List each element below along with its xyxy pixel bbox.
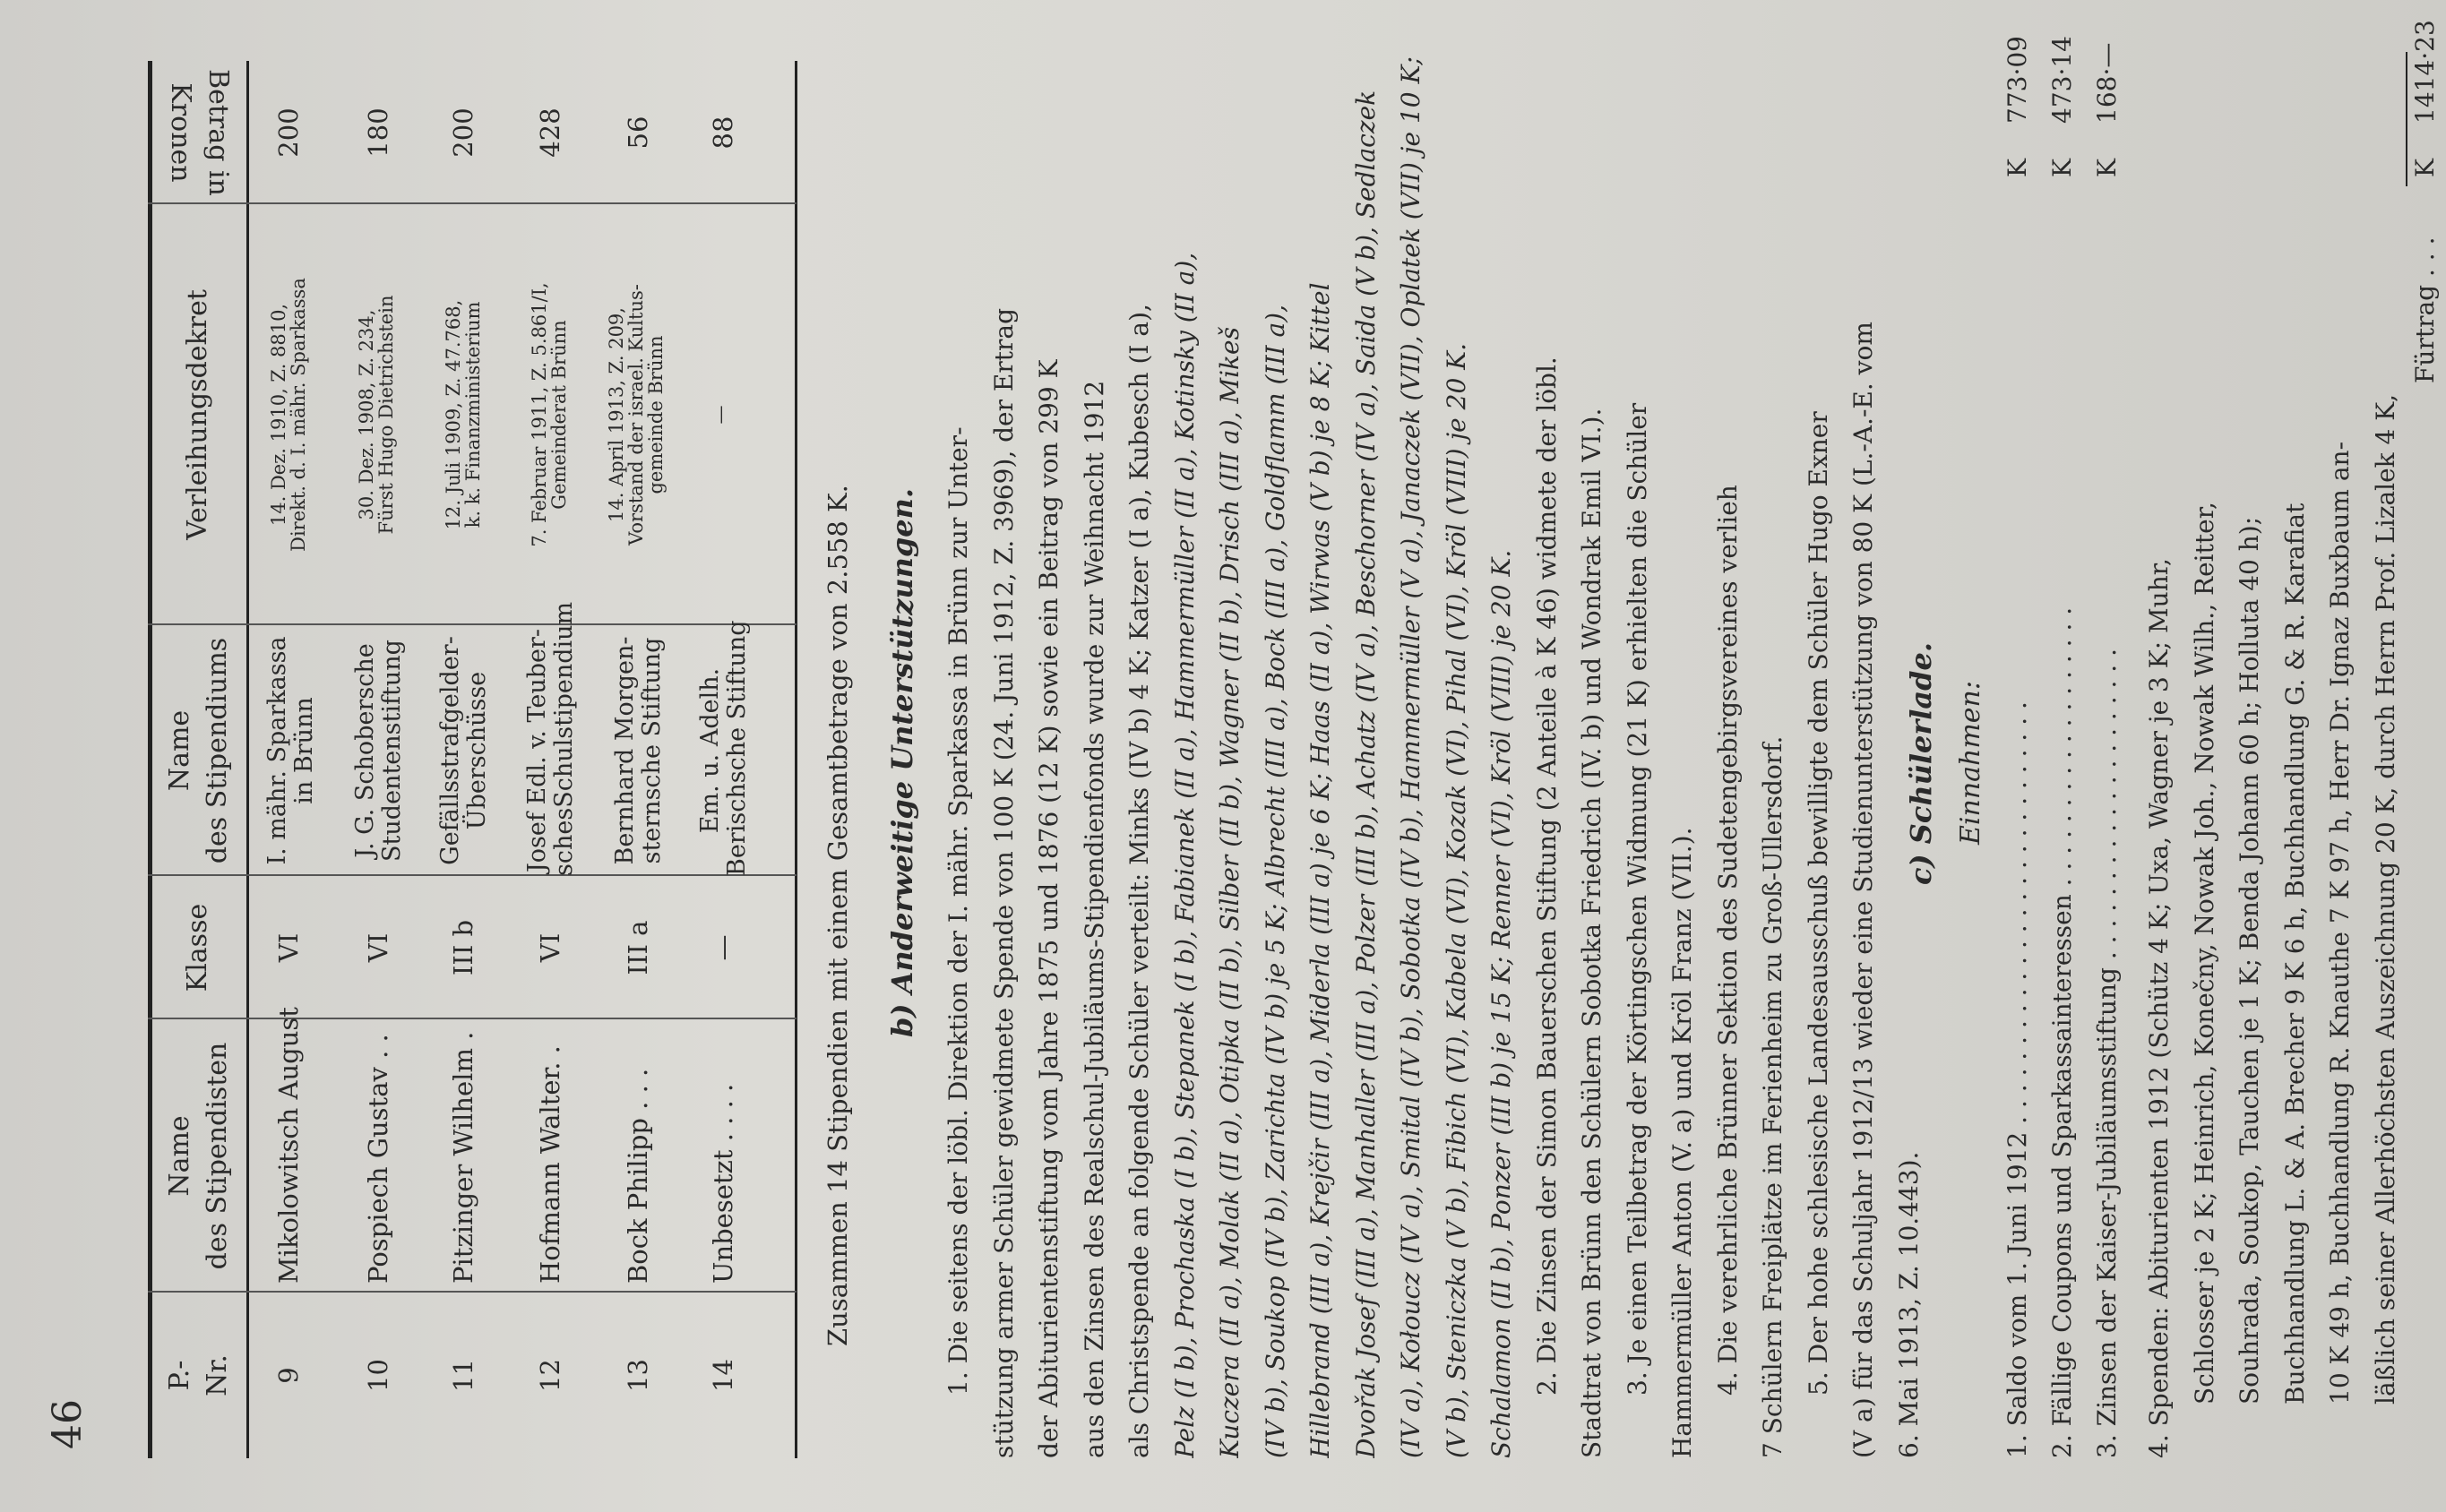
header-klasse: Klasse [182, 903, 213, 992]
item-value: 473·14 [2047, 36, 2077, 124]
section-c-heading: c) Schülerlade. [1904, 641, 1938, 885]
currency-mark: K [2002, 159, 2032, 177]
text-line: Schlosser je 2 K; Heinrich, Konečny, Nowak Joh., Nowak Wilh., Reitter, [2189, 502, 2219, 1405]
text-line: Stadtrat von Brünn den Schülern Sobotka Friedrich (IV. b) und Wondrak Emil VI.). [1577, 408, 1606, 1458]
fuertrag-row [2410, 20, 2446, 1458]
text-line: Kuczera (II a), Molak (II a), Otipka (II b), Silber (II b), Wagner (II b), Drisch (III a), Mikeš [1215, 327, 1245, 1458]
cell-dekret: — [710, 405, 731, 425]
cell-klasse: VI [535, 932, 565, 963]
cell-betrag: 180 [363, 107, 393, 158]
text-line: Dvořak Josef (III a), Manhaller (III a), Polzer (III b), Achatz (IV a), Beschorner (IV a), Saida (V b), Sedlaczek [1350, 90, 1381, 1458]
cell-nr: 11 [448, 1359, 478, 1392]
text-line: 2. Die Zinsen der Simon Bauerschen Stiftung (2 Anteile à K 46) widmete der löbl. [1531, 357, 1562, 1396]
cell-stipendium: Em. u. Adelh. Berischsche Stiftung [696, 620, 751, 876]
cell-klasse: — [708, 934, 738, 961]
cell-betrag: 200 [448, 107, 478, 158]
text-line: 10 K 49 h, Buchhandlung R. Knauthe 7 K 97 h, Herr Dr. Ignaz Buxbaum an- [2325, 441, 2355, 1405]
text-line: 4. Die verehrliche Brünner Sektion des Sudetengebirgsvereines verlieh [1712, 485, 1743, 1396]
table-header-rule [246, 61, 249, 1458]
cell-dekret: 30. Dez. 1908, Z. 234, Fürst Hugo Dietrichstein [356, 295, 397, 535]
item-label: 2. Fällige Coupons und Sparkassainteressen . . . . . . . . . . . . . . . . . . [2047, 606, 2077, 1458]
cell-betrag: 88 [708, 116, 738, 150]
currency-mark: K [2092, 159, 2122, 177]
header-stipendium: Name des Stipendiums [164, 637, 233, 864]
cell-stipendium: Bernhard Morgen- sternsche Stiftung [611, 636, 666, 865]
text-line: (V a) für das Schuljahr 1912/13 wieder eine Studienunterstützung von 80 K (L.-A.-E. vom [1848, 322, 1878, 1458]
text-line: 1. Die seitens der löbl. Direktion der I. mähr. Sparkassa in Brünn zur Unter- [943, 426, 973, 1396]
list-item [2092, 43, 2137, 1458]
section-b-heading: b) Anderweitige Unterstützungen. [885, 487, 919, 1037]
cell-stipendium: J. G. Schobersche Studentenstiftung [351, 640, 406, 862]
text-line: (IV a), Kołoucz (IV a), Smital (IV b), Sobotka (IV b), Hammermüller (V a), Janaczek (VII), Oplatek (VII) je 10 K; [1396, 56, 1425, 1458]
text-line: 4. Spenden: Abiturienten 1912 (Schütz 4 K; Uxa, Wagner je 3 K; Muhr, [2144, 558, 2174, 1458]
text-line: Hillebrand (III a), Krejčir (III a), Miderla (III a) je 6 K; Haas (II a), Wirwas (V b) je 8 K; Kittel [1305, 282, 1335, 1458]
cell-klasse: VI [363, 932, 393, 963]
cell-dekret: 7. Februar 1911, Z. 5.861/I, Gemeinderat Brünn [529, 282, 570, 547]
header-nr: P.- Nr. [164, 1354, 233, 1396]
cell-nr: 13 [623, 1359, 653, 1392]
currency-mark: K [2410, 159, 2440, 177]
text-line: (IV b), Soukop (IV b), Zarichta (IV b) je 5 K; Albrecht (III a), Bock (III a), Goldflamm (III a), [1260, 305, 1290, 1458]
fuertrag-value: 1414·23 [2410, 20, 2440, 124]
cell-name: Bock Philipp . . . [623, 1068, 653, 1284]
text-line: Buchhandlung L. & A. Brecher 9 K 6 h, Buchhandlung G. & R. Karafiat [2279, 503, 2310, 1405]
text-line: läßlich seiner Allerhöchsten Auszeichnung 20 K, durch Herrn Prof. Lizalek 4 K, [2370, 393, 2400, 1405]
cell-dekret: 12. Juli 1909, Z. 47.768, k. k. Finanzministerium [443, 299, 484, 530]
header-dekret: Verleihungsdekret [182, 289, 213, 540]
cell-klasse: VI [273, 932, 304, 963]
fuertrag-label: Fürtrag . . . [2410, 236, 2440, 383]
cell-name: Hofmann Walter. . [535, 1045, 565, 1284]
item-label: 1. Saldo vom 1. Juni 1912 . . . . . . . . . . . . . . . . . . . . . . . . . . . [2002, 701, 2032, 1458]
list-item [2047, 36, 2092, 1458]
sum-rule [2406, 52, 2407, 186]
cell-dekret: 14. April 1913, Z. 209, Vorstand der israel. Kultus- gemeinde Brünn [606, 284, 667, 546]
cell-stipendium: Josef Edl. v. Teuber- schesSchulstipendium [523, 601, 578, 876]
cell-name: Pitzinger Wilhelm . [448, 1031, 478, 1284]
text-line: Pelz (I b), Prochaska (I b), Stepanek (I b), Fabianek (II a), Hammermüller (II a), Kotinsky (II a), [1169, 252, 1200, 1458]
section-b-text [936, 47, 1932, 1458]
text-line: stützung armer Schüler gewidmete Spende von 100 K (24. Juni 1912, Z. 3969), der Ertrag [988, 308, 1019, 1458]
cell-betrag: 56 [623, 116, 653, 150]
stipend-table [148, 61, 802, 1458]
item-value: 168·— [2092, 42, 2122, 124]
cell-nr: 14 [708, 1359, 738, 1392]
cell-dekret: 14. Dez. 1910, Z. 8810, Direkt. d. I. mähr. Sparkassa [268, 278, 309, 552]
cell-name: Mikolowitsch August [273, 1007, 304, 1284]
text-line: aus den Zinsen des Realschul-Jubiläums-Stipendienfonds wurde zur Weihnacht 1912 [1079, 380, 1109, 1458]
cell-nr: 10 [363, 1359, 393, 1392]
cell-betrag: 200 [273, 107, 304, 158]
text-line: (V b), Steniczka (V b), Fibich (VI), Kabela (VI), Kozak (VI), Pihal (VI), Kröl (VIII) je 20 K. [1441, 342, 1471, 1458]
cell-nr: 12 [535, 1359, 565, 1392]
einnahmen-heading: Einnahmen: [1955, 681, 1986, 845]
text-line: 3. Je einen Teilbetrag der Körtingschen Widmung (21 K) erhielten die Schüler [1622, 402, 1652, 1396]
cell-name: Unbesetzt . . . . [708, 1083, 738, 1284]
zusammen-line: Zusammen 14 Stipendien mit einem Gesamtbetrage von 2.558 K. [823, 485, 853, 1346]
text-line: 5. Der hohe schlesische Landesausschuß bewilligte dem Schüler Hugo Exner [1803, 411, 1833, 1396]
cell-name: Pospiech Gustav . . [363, 1034, 393, 1284]
text-line: der Abiturientenstiftung vom Jahre 1875 und 1876 (12 K) sowie ein Beitrag von 299 K [1034, 359, 1064, 1458]
cell-klasse: III b [448, 919, 478, 976]
item-label: 3. Zinsen der Kaiser-Jubiläumsstiftung . . . . . . . . . . . . . . . . . . . . [2092, 649, 2122, 1458]
currency-mark: K [2047, 159, 2077, 177]
header-name: Name des Stipendisten [164, 1042, 233, 1270]
cell-betrag: 428 [535, 107, 565, 158]
table-top-rule [148, 61, 152, 1458]
item-value: 773·09 [2002, 36, 2032, 124]
text-line: 6. Mai 1913, Z. 10.443). [1893, 1151, 1924, 1458]
text-line: als Christspende an folgende Schüler verteilt: Minks (IV b) 4 K; Katzer (I a), Kubesch (I a), [1124, 304, 1154, 1458]
text-line: Souhrada, Soukop, Tauchen je 1 K; Benda Johann 60 h; Holluta 40 h); [2235, 516, 2264, 1405]
text-line: Hammermüller Anton (V. a) und Kröl Franz (VII.). [1667, 827, 1697, 1458]
spenden-text [2137, 204, 2408, 1458]
cell-stipendium: Gefällsstrafgelder- Überschüsse [436, 636, 491, 865]
page-number: 46 [45, 1399, 90, 1449]
list-item [2002, 36, 2047, 1458]
cell-stipendium: I. mähr. Sparkassa in Brünn [263, 636, 318, 865]
table-bottom-rule [795, 61, 797, 1458]
text-line: Schalamon (II b), Ponzer (III b) je 15 K; Renner (VI), Kröl (VIII) je 20 K. [1486, 549, 1516, 1458]
cell-nr: 9 [273, 1367, 304, 1384]
header-betrag: Betrag in Kronen [165, 69, 234, 196]
text-line: 7 Schülern Freiplätze im Ferienheim zu Groß-Ullersdorf. [1758, 735, 1787, 1458]
cell-klasse: III a [623, 920, 653, 975]
